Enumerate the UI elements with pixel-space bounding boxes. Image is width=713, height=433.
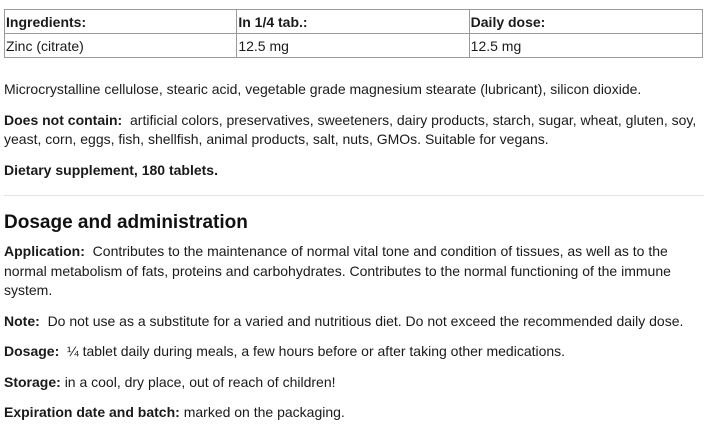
does-not-contain-text: artificial colors, preservatives, sweeteners, dairy products, starch, sugar, wheat, gluten, soy, yeast, corn, eggs, fish, shellfish, animal products, salt, nuts, GMOs. Suitable for vegans. bbox=[4, 111, 697, 147]
product-line bbox=[4, 161, 704, 181]
ingredients-table bbox=[4, 9, 703, 58]
dosage-label: Dosage: bbox=[4, 343, 60, 359]
application-label: Application: bbox=[4, 243, 85, 259]
cell-ingredient-name: Zinc (citrate) bbox=[5, 34, 237, 58]
excipients-text: Microcrystalline cellulose, stearic acid, vegetable grade magnesium stearate (lubricant), silicon dioxide. bbox=[4, 81, 642, 97]
header-ingredients: Ingredients: bbox=[5, 10, 237, 34]
application-text: Contributes to the maintenance of normal vital tone and condition of tissues, as well as to the normal metabolism of fats, proteins and carbohydrates. Contributes to the normal functioning of the immune system. bbox=[4, 243, 671, 298]
header-per-quarter-tab: In 1/4 tab.: bbox=[237, 10, 469, 34]
expiration-text: marked on the packaging. bbox=[183, 404, 345, 420]
application bbox=[4, 242, 704, 301]
storage-text: in a cool, dry place, out of reach of children! bbox=[64, 373, 336, 390]
does-not-contain-label: Does not contain: bbox=[4, 111, 123, 128]
table-row bbox=[5, 34, 703, 58]
expiration bbox=[4, 403, 704, 423]
expiration-label: Expiration date and batch: bbox=[4, 404, 180, 420]
note-label: Note: bbox=[4, 312, 40, 329]
header-daily-dose: Daily dose: bbox=[469, 10, 702, 34]
storage bbox=[4, 373, 704, 393]
product-info bbox=[4, 9, 704, 423]
table-header-row bbox=[5, 10, 703, 34]
cell-per-quarter-tab: 12.5 mg bbox=[237, 34, 469, 58]
dosage-text: ¼ tablet daily during meals, a few hours before or after taking other medications. bbox=[67, 343, 566, 359]
cell-daily-dose: 12.5 mg bbox=[469, 34, 702, 58]
storage-label: Storage: bbox=[4, 373, 61, 390]
does-not-contain bbox=[4, 111, 704, 150]
note bbox=[4, 312, 704, 332]
dosage-section-title: Dosage and administration bbox=[4, 212, 248, 233]
dosage bbox=[4, 342, 704, 362]
section-divider bbox=[4, 195, 704, 196]
product-line-text: Dietary supplement, 180 tablets. bbox=[4, 161, 218, 178]
note-text: Do not use as a substitute for a varied and nutritious diet. Do not exceed the recommended daily dose. bbox=[47, 312, 684, 329]
